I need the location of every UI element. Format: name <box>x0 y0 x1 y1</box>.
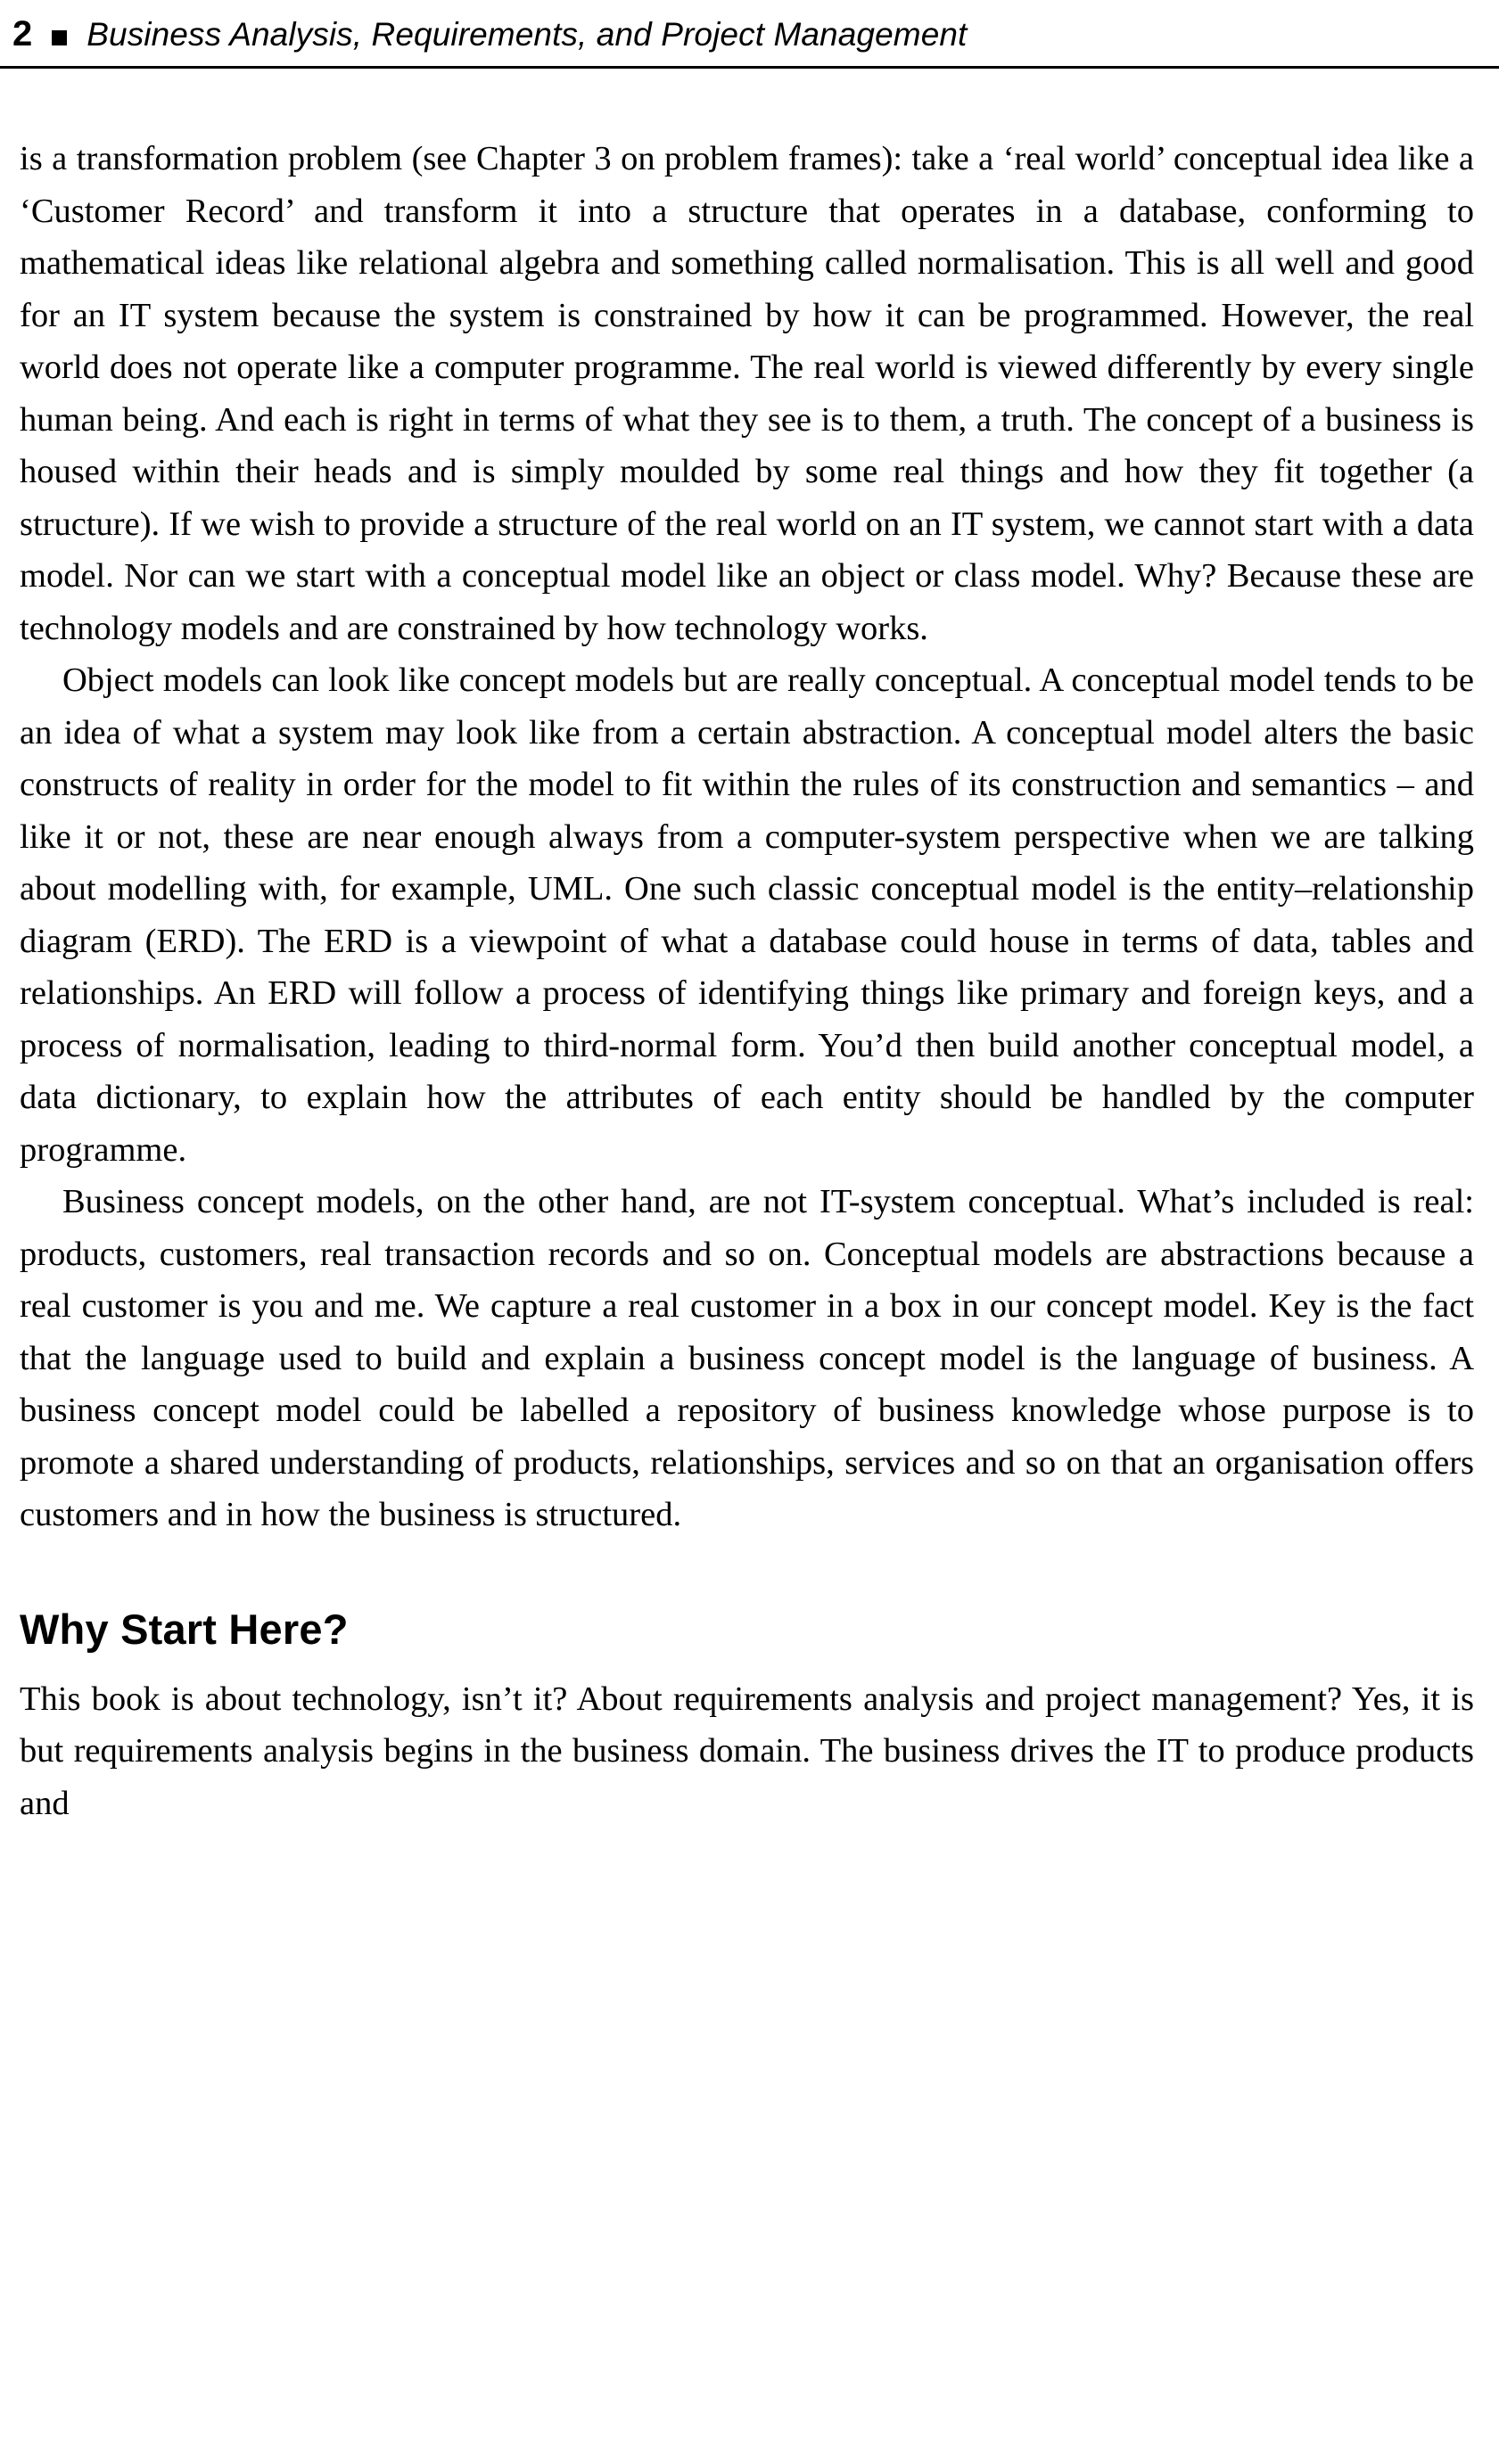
paragraph: is a transformation problem (see Chapter 3 on problem frames): take a ‘real world’ conceptual idea like a ‘Customer Record’ and transform it into a structure that operates in a database, conforming to mathematical ideas like relational algebra and something called normalisation. This is all well and good for an IT system because the system is constrained by how it can be programmed. However, the real world does not operate like a computer programme. The real world is viewed differently by every single human being. And each is right in terms of what they see is to them, a truth. The concept of a business is housed within their heads and is simply moulded by some real things and how they fit together (a structure). If we wish to provide a structure of the real world on an IT system, we cannot start with a data model. Nor can we start with a conceptual model like an object or class model. Why? Because these are technology models and are constrained by how technology works. <box>20 140 1474 647</box>
page-body <box>0 133 1499 1829</box>
paragraph: Object models can look like concept models but are really conceptual. A conceptual model tends to be an idea of what a system may look like from a certain abstraction. A conceptual model alters the basic constructs of reality in order for the model to fit within the rules of its construction and semantics – and like it or not, these are near enough always from a computer-system perspective when we are talking about modelling with, for example, UML. One such classic conceptual model is the entity–relationship diagram (ERD). The ERD is a viewpoint of what a database could house in terms of data, tables and relationships. An ERD will follow a process of identifying things like primary and foreign keys, and a process of normalisation, leading to third-normal form. You’d then build another conceptual model, a data dictionary, to explain how the attributes of each entity should be handled by the computer programme. <box>20 661 1474 1169</box>
paragraph: Business concept models, on the other hand, are not IT-system conceptual. What’s included is real: products, customers, real transaction records and so on. Conceptual models are abstractions because a real customer is you and me. We capture a real customer in a box in our concept model. Key is the fact that the language used to build and explain a business concept model is the language of business. A business concept model could be labelled a repository of business knowledge whose purpose is to promote a shared understanding of products, relationships, services and so on that an organisation offers customers and in how the business is structured. <box>20 1183 1474 1533</box>
paragraph: This book is about technology, isn’t it? About requirements analysis and project management? Yes, it is but requirements analysis begins in the business domain. The business drives the IT to produce products and <box>20 1680 1474 1822</box>
running-head <box>0 0 1499 59</box>
page-number: 2 <box>12 14 33 53</box>
header-rule <box>0 66 1499 69</box>
running-head-title: Business Analysis, Requirements, and Project Management <box>86 16 968 53</box>
section-heading: Why Start Here? <box>20 1605 349 1653</box>
black-square-bullet-icon <box>52 30 67 45</box>
